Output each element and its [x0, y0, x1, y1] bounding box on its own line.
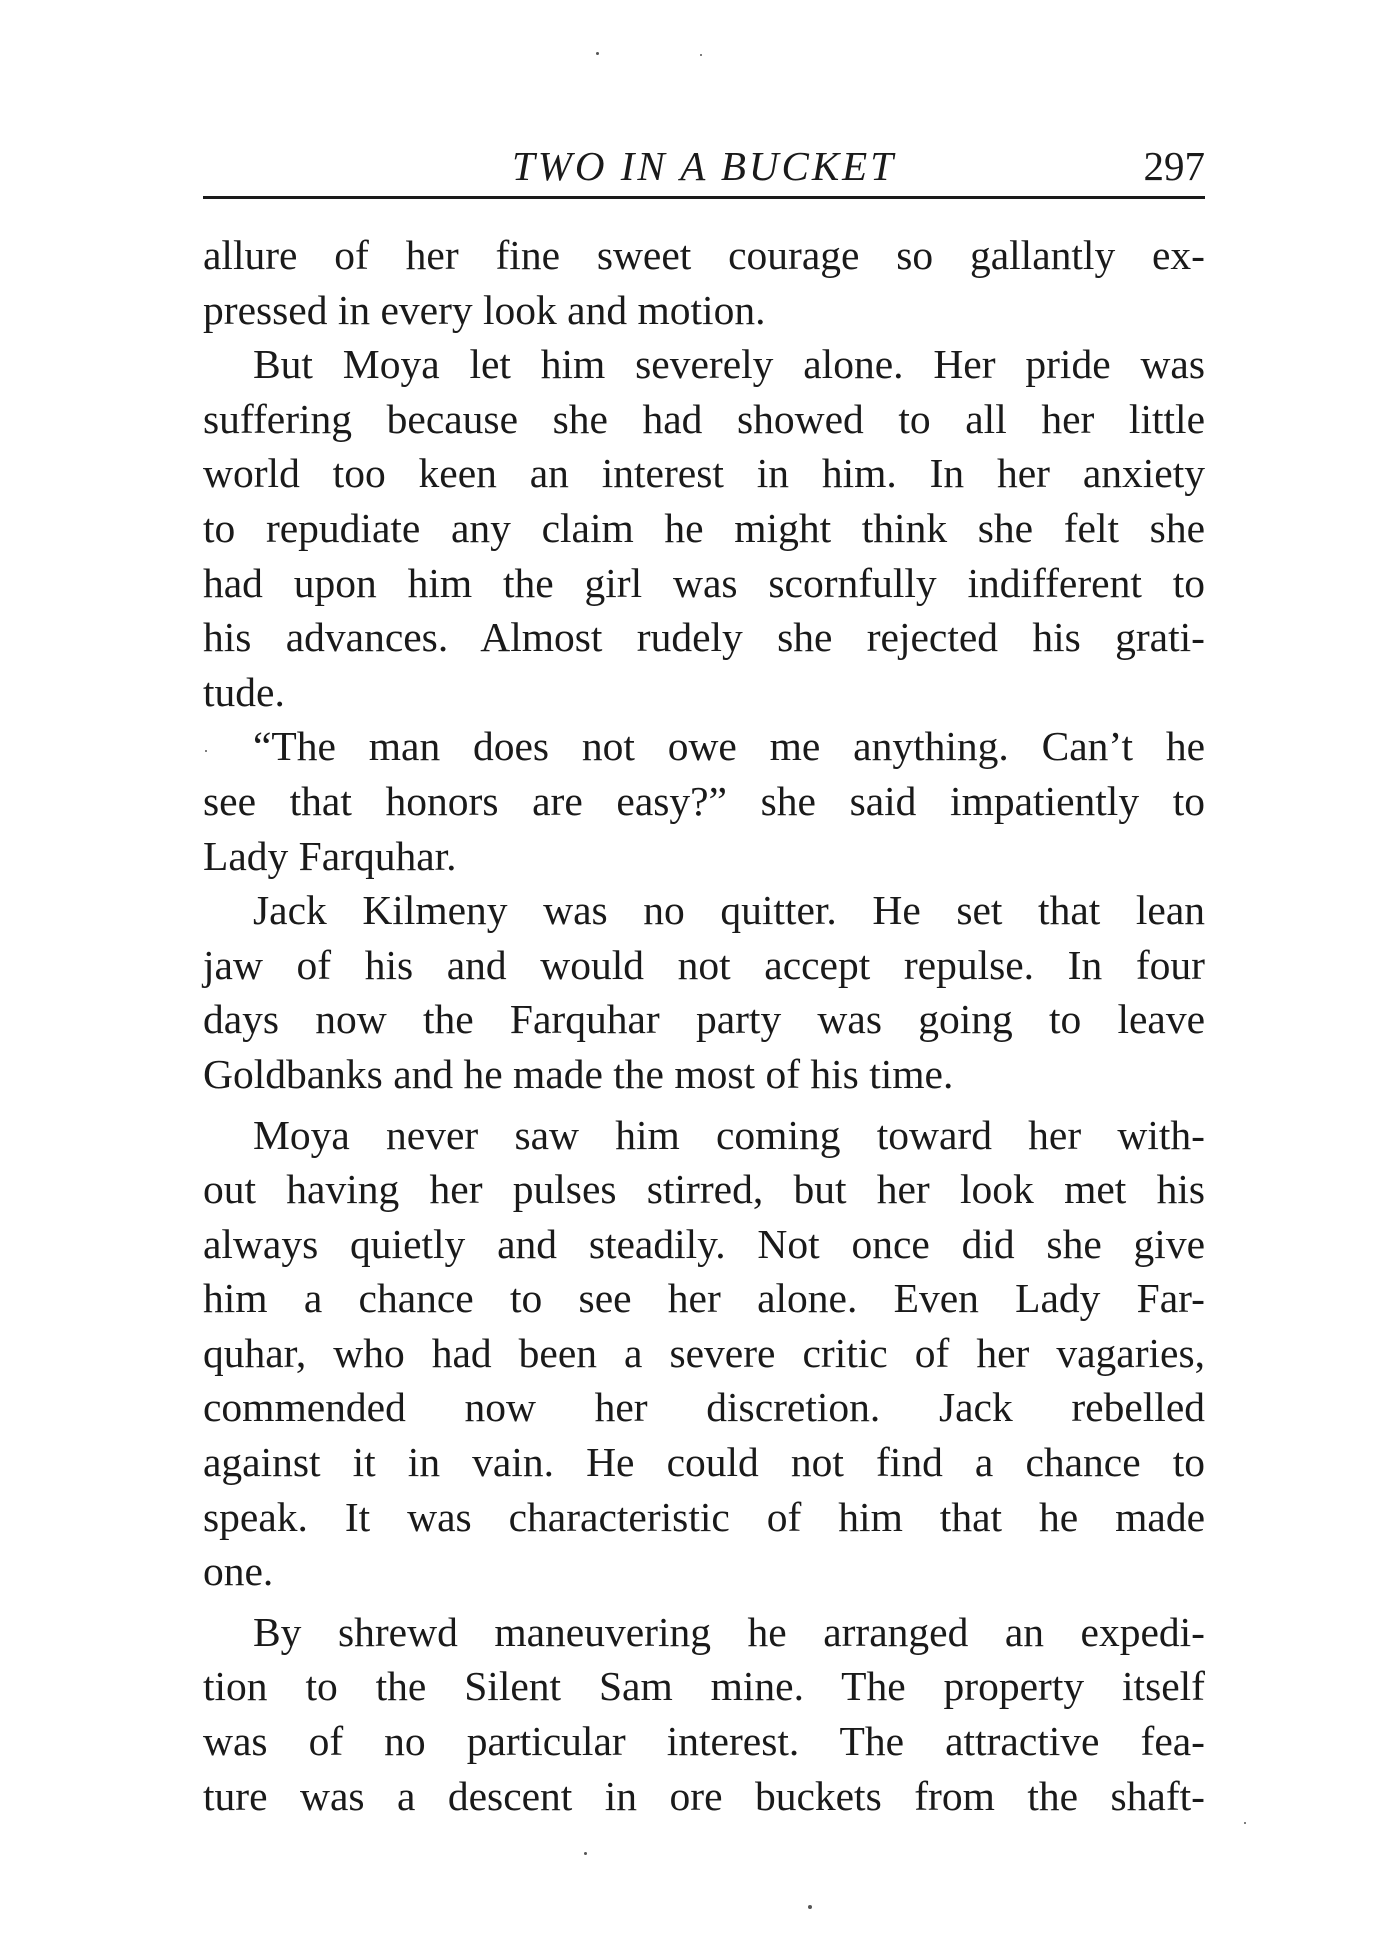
text-line: quhar, who had been a severe critic of her vagaries,	[203, 1329, 1205, 1376]
text-line: out having her pulses stirred, but her look met his	[203, 1166, 1205, 1213]
text-line: Moya never saw him coming toward her with-	[253, 1111, 1205, 1158]
text-line: jaw of his and would not accept repulse. In four	[203, 941, 1205, 988]
text-line: tude.	[203, 668, 285, 715]
text-line: him a chance to see her alone. Even Lady Far-	[203, 1275, 1205, 1322]
scan-speck	[205, 750, 207, 752]
text-line: was of no particular interest. The attractive fea-	[203, 1718, 1205, 1765]
text-line: had upon him the girl was scornfully indifferent to	[203, 559, 1205, 606]
scan-speck	[700, 54, 702, 56]
text-line: pressed in every look and motion.	[203, 286, 766, 333]
scan-speck	[584, 1852, 587, 1855]
running-title: TWO IN A BUCKET	[511, 143, 897, 189]
text-line: ture was a descent in ore buckets from the shaft-	[203, 1772, 1205, 1819]
text-line: Lady Farquhar.	[203, 832, 457, 879]
text-line: his advances. Almost rudely she rejected his grati-	[203, 614, 1205, 661]
running-head	[203, 140, 1205, 192]
text-line: always quietly and steadily. Not once did she give	[203, 1220, 1205, 1267]
scan-speck	[596, 52, 599, 55]
text-line: days now the Farquhar party was going to leave	[203, 996, 1205, 1043]
body-text	[203, 228, 1205, 1823]
text-line: But Moya let him severely alone. Her pride was	[253, 341, 1205, 388]
text-line: see that honors are easy?” she said impatiently to	[203, 777, 1205, 824]
text-line: commended now her discretion. Jack rebelled	[203, 1384, 1205, 1431]
scan-speck	[1244, 1822, 1246, 1824]
text-line: one.	[203, 1548, 274, 1595]
scan-speck	[808, 1905, 812, 1909]
text-line: against it in vain. He could not find a chance to	[203, 1439, 1205, 1486]
text-line: “The man does not owe me anything. Can’t he	[253, 723, 1205, 770]
text-line: Goldbanks and he made the most of his time.	[203, 1050, 954, 1097]
text-line: to repudiate any claim he might think she felt she	[203, 504, 1205, 551]
text-line: tion to the Silent Sam mine. The property itself	[203, 1663, 1205, 1710]
page-number: 297	[1143, 143, 1205, 189]
text-line: allure of her fine sweet courage so gallantly ex-	[203, 232, 1205, 278]
text-line: By shrewd maneuvering he arranged an expedi-	[253, 1608, 1205, 1655]
text-line: suffering because she had showed to all her little	[203, 395, 1205, 442]
text-line: world too keen an interest in him. In her anxiety	[203, 450, 1205, 497]
text-line: Jack Kilmeny was no quitter. He set that lean	[253, 887, 1205, 934]
header-rule	[203, 196, 1205, 199]
text-line: speak. It was characteristic of him that he made	[203, 1493, 1205, 1540]
